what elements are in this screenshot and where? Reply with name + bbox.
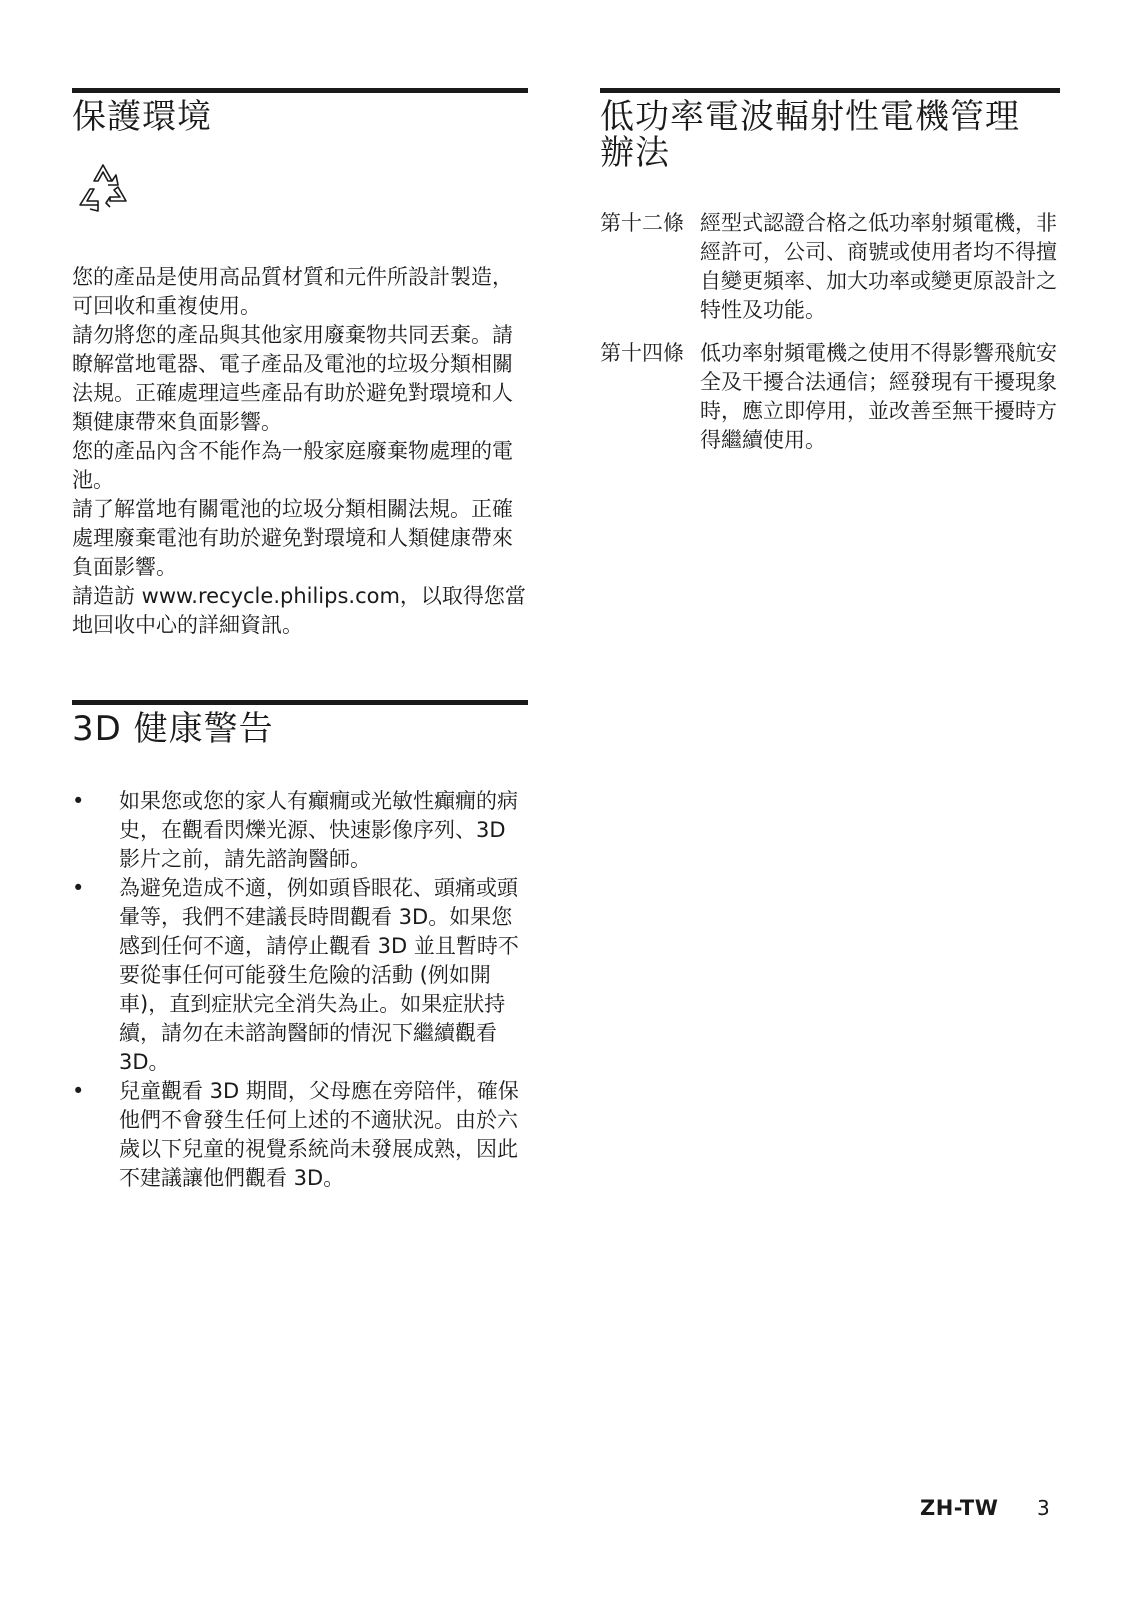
article-label: 第十二條	[600, 211, 684, 235]
environment-section	[72, 88, 528, 640]
bullet-icon: •	[72, 789, 85, 813]
environment-paragraph-3: 您的產品內含不能作為一般家庭廢棄物處理的電池。	[72, 439, 513, 492]
recycle-icon	[72, 159, 134, 221]
environment-paragraph-5: 請造訪 www.recycle.philips.com，以取得您當地回收中心的詳細資訊。	[72, 584, 526, 637]
rf-regulation-section	[600, 88, 1060, 455]
article-12	[600, 209, 1060, 325]
article-text: 低功率射頻電機之使用不得影響飛航安全及干擾合法通信；經發現有干擾現象時，應立即停用，並改善至無干擾時方得繼續使用。	[700, 341, 1057, 452]
environment-body	[72, 263, 528, 640]
rf-heading-line-2: 辦法	[600, 133, 670, 173]
bullet-icon: •	[72, 876, 85, 900]
rf-heading-line-1: 低功率電波輻射性電機管理	[600, 97, 1020, 137]
rf-articles	[600, 209, 1060, 455]
article-label: 第十四條	[600, 341, 684, 365]
health-warning-heading: 3D 健康警告	[72, 709, 274, 749]
rf-regulation-heading	[600, 93, 1060, 171]
environment-paragraph-2: 請勿將您的產品與其他家用廢棄物共同丟棄。請瞭解當地電器、電子產品及電池的垃圾分類相關法規。正確處理這些產品有助於避免對環境和人類健康帶來負面影響。	[72, 323, 513, 434]
environment-paragraph-1: 您的產品是使用高品質材質和元件所設計製造，可回收和重複使用。	[72, 265, 513, 318]
environment-heading: 保護環境	[72, 97, 212, 137]
list-item-text: 如果您或您的家人有癲癇或光敏性癲癇的病史，在觀看閃爍光源、快速影像序列、3D 影片之前，請先諮詢醫師。	[119, 789, 518, 871]
footer-language: ZH-TW	[920, 1496, 999, 1520]
article-14	[600, 339, 1060, 455]
health-warning-list	[72, 787, 528, 1193]
list-item	[72, 874, 528, 1077]
list-item-text: 為避免造成不適，例如頭昏眼花、頭痛或頭暈等，我們不建議長時間觀看 3D。如果您感到任何不適，請停止觀看 3D 並且暫時不要從事任何可能發生危險的活動 (例如開車)，直到症狀完全消失為止。如果症狀持續，請勿在未諮詢醫師的情況下繼續觀看 3D。	[119, 876, 519, 1074]
health-warning-section	[72, 700, 528, 1193]
list-item	[72, 787, 528, 874]
list-item-text: 兒童觀看 3D 期間，父母應在旁陪伴，確保他們不會發生任何上述的不適狀況。由於六歲以下兒童的視覺系統尚未發展成熟，因此不建議讓他們觀看 3D。	[119, 1079, 519, 1190]
bullet-icon: •	[72, 1079, 85, 1103]
page-number: 3	[1037, 1496, 1050, 1520]
article-text: 經型式認證合格之低功率射頻電機，非經許可，公司、商號或使用者均不得擅自變更頻率、加大功率或變更原設計之特性及功能。	[700, 211, 1057, 322]
environment-paragraph-4: 請了解當地有關電池的垃圾分類相關法規。正確處理廢棄電池有助於避免對環境和人類健康帶來負面影響。	[72, 497, 513, 579]
list-item	[72, 1077, 528, 1193]
